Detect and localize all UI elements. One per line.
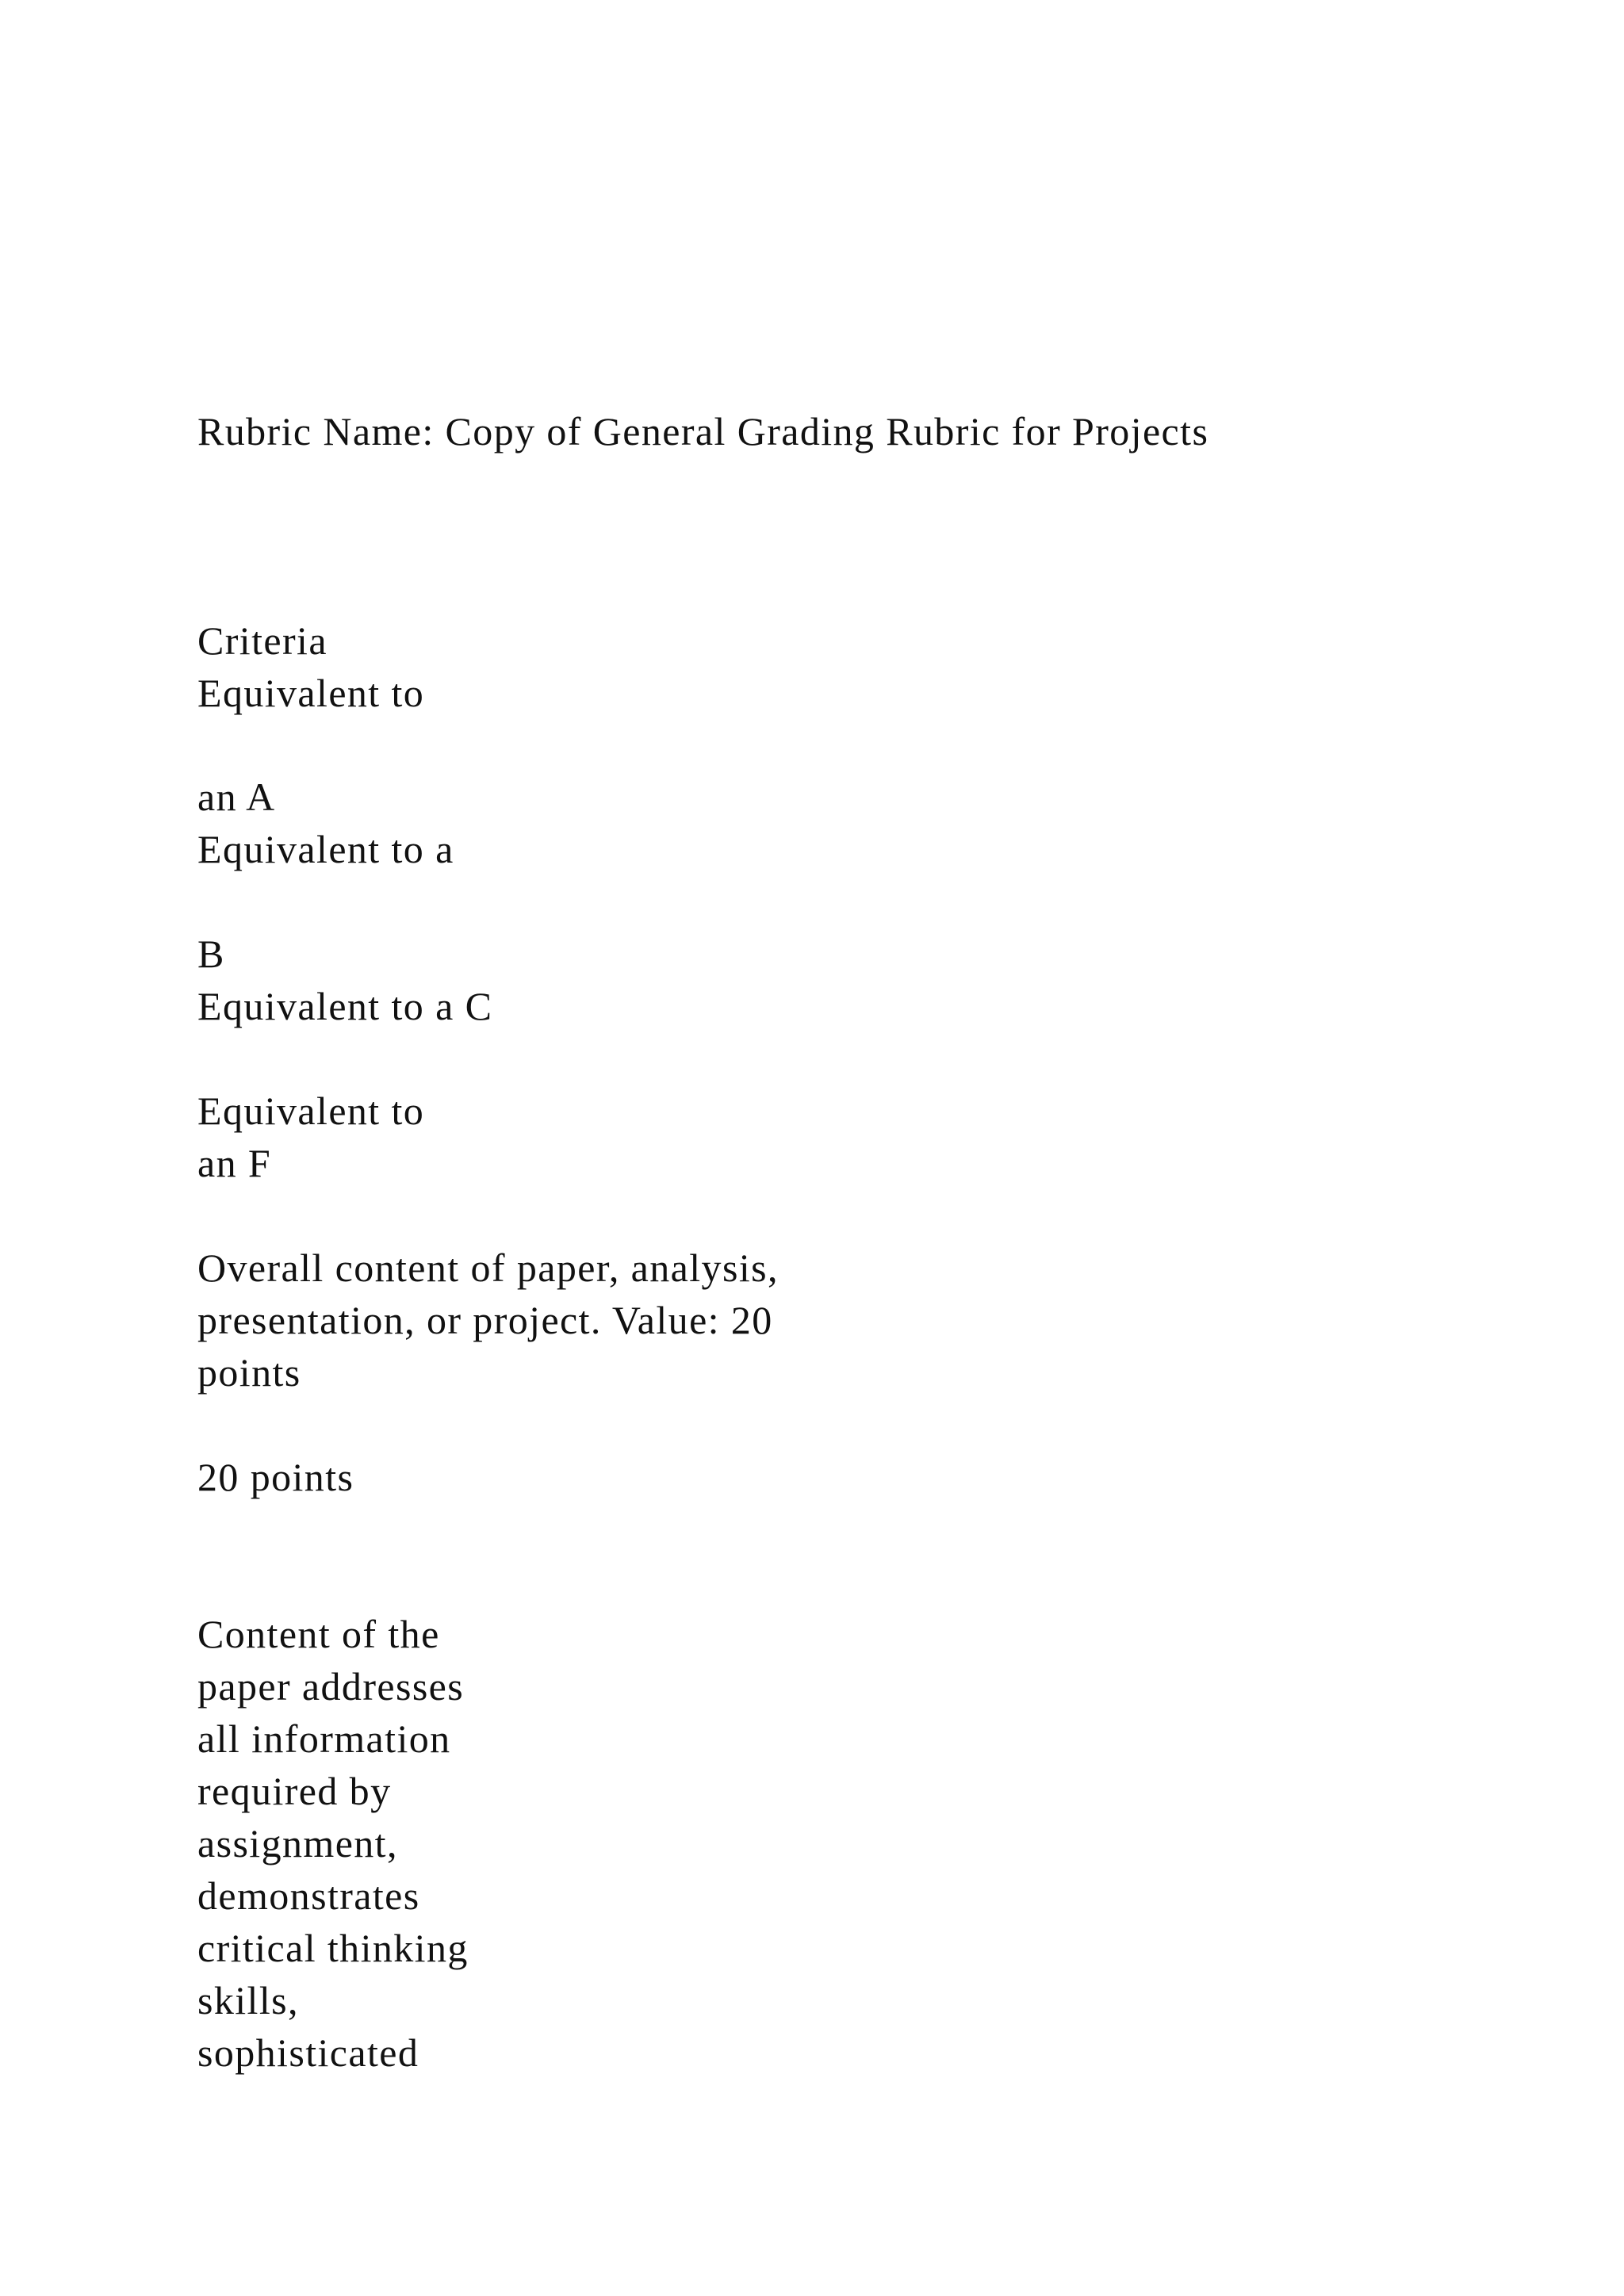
header-grade-b-line-2: B — [197, 932, 225, 976]
criterion-description-line-5: assignment, — [197, 1821, 398, 1866]
criterion-description-line-8: skills, — [197, 1978, 299, 2022]
criterion-description-line-2: paper addresses — [197, 1664, 465, 1709]
criterion-description-line-9: sophisticated — [197, 2030, 419, 2075]
criterion-label-line-2: presentation, or project. Value: 20 — [197, 1298, 773, 1342]
criterion-label-line-3: points — [197, 1350, 301, 1395]
header-grade-a-line-1: Equivalent to — [197, 671, 425, 715]
criterion-points: 20 points — [197, 1455, 354, 1499]
header-grade-f-line-1: Equivalent to — [197, 1089, 425, 1133]
header-grade-b-line-1: Equivalent to a — [197, 827, 454, 871]
header-criteria: Criteria — [197, 618, 327, 663]
criterion-label-line-1: Overall content of paper, analysis, — [197, 1246, 779, 1290]
header-grade-a-line-2: an A — [197, 775, 276, 819]
criterion-description-line-3: all information — [197, 1716, 451, 1761]
header-grade-f-line-2: an F — [197, 1141, 272, 1185]
rubric-title: Rubric Name: Copy of General Grading Rubric for Projects — [197, 409, 1209, 453]
criterion-description-line-4: required by — [197, 1769, 392, 1813]
header-grade-c: Equivalent to a C — [197, 984, 493, 1028]
criterion-description-line-7: critical thinking — [197, 1926, 469, 1970]
criterion-description-line-1: Content of the — [197, 1612, 440, 1656]
criterion-description-line-6: demonstrates — [197, 1873, 420, 1918]
